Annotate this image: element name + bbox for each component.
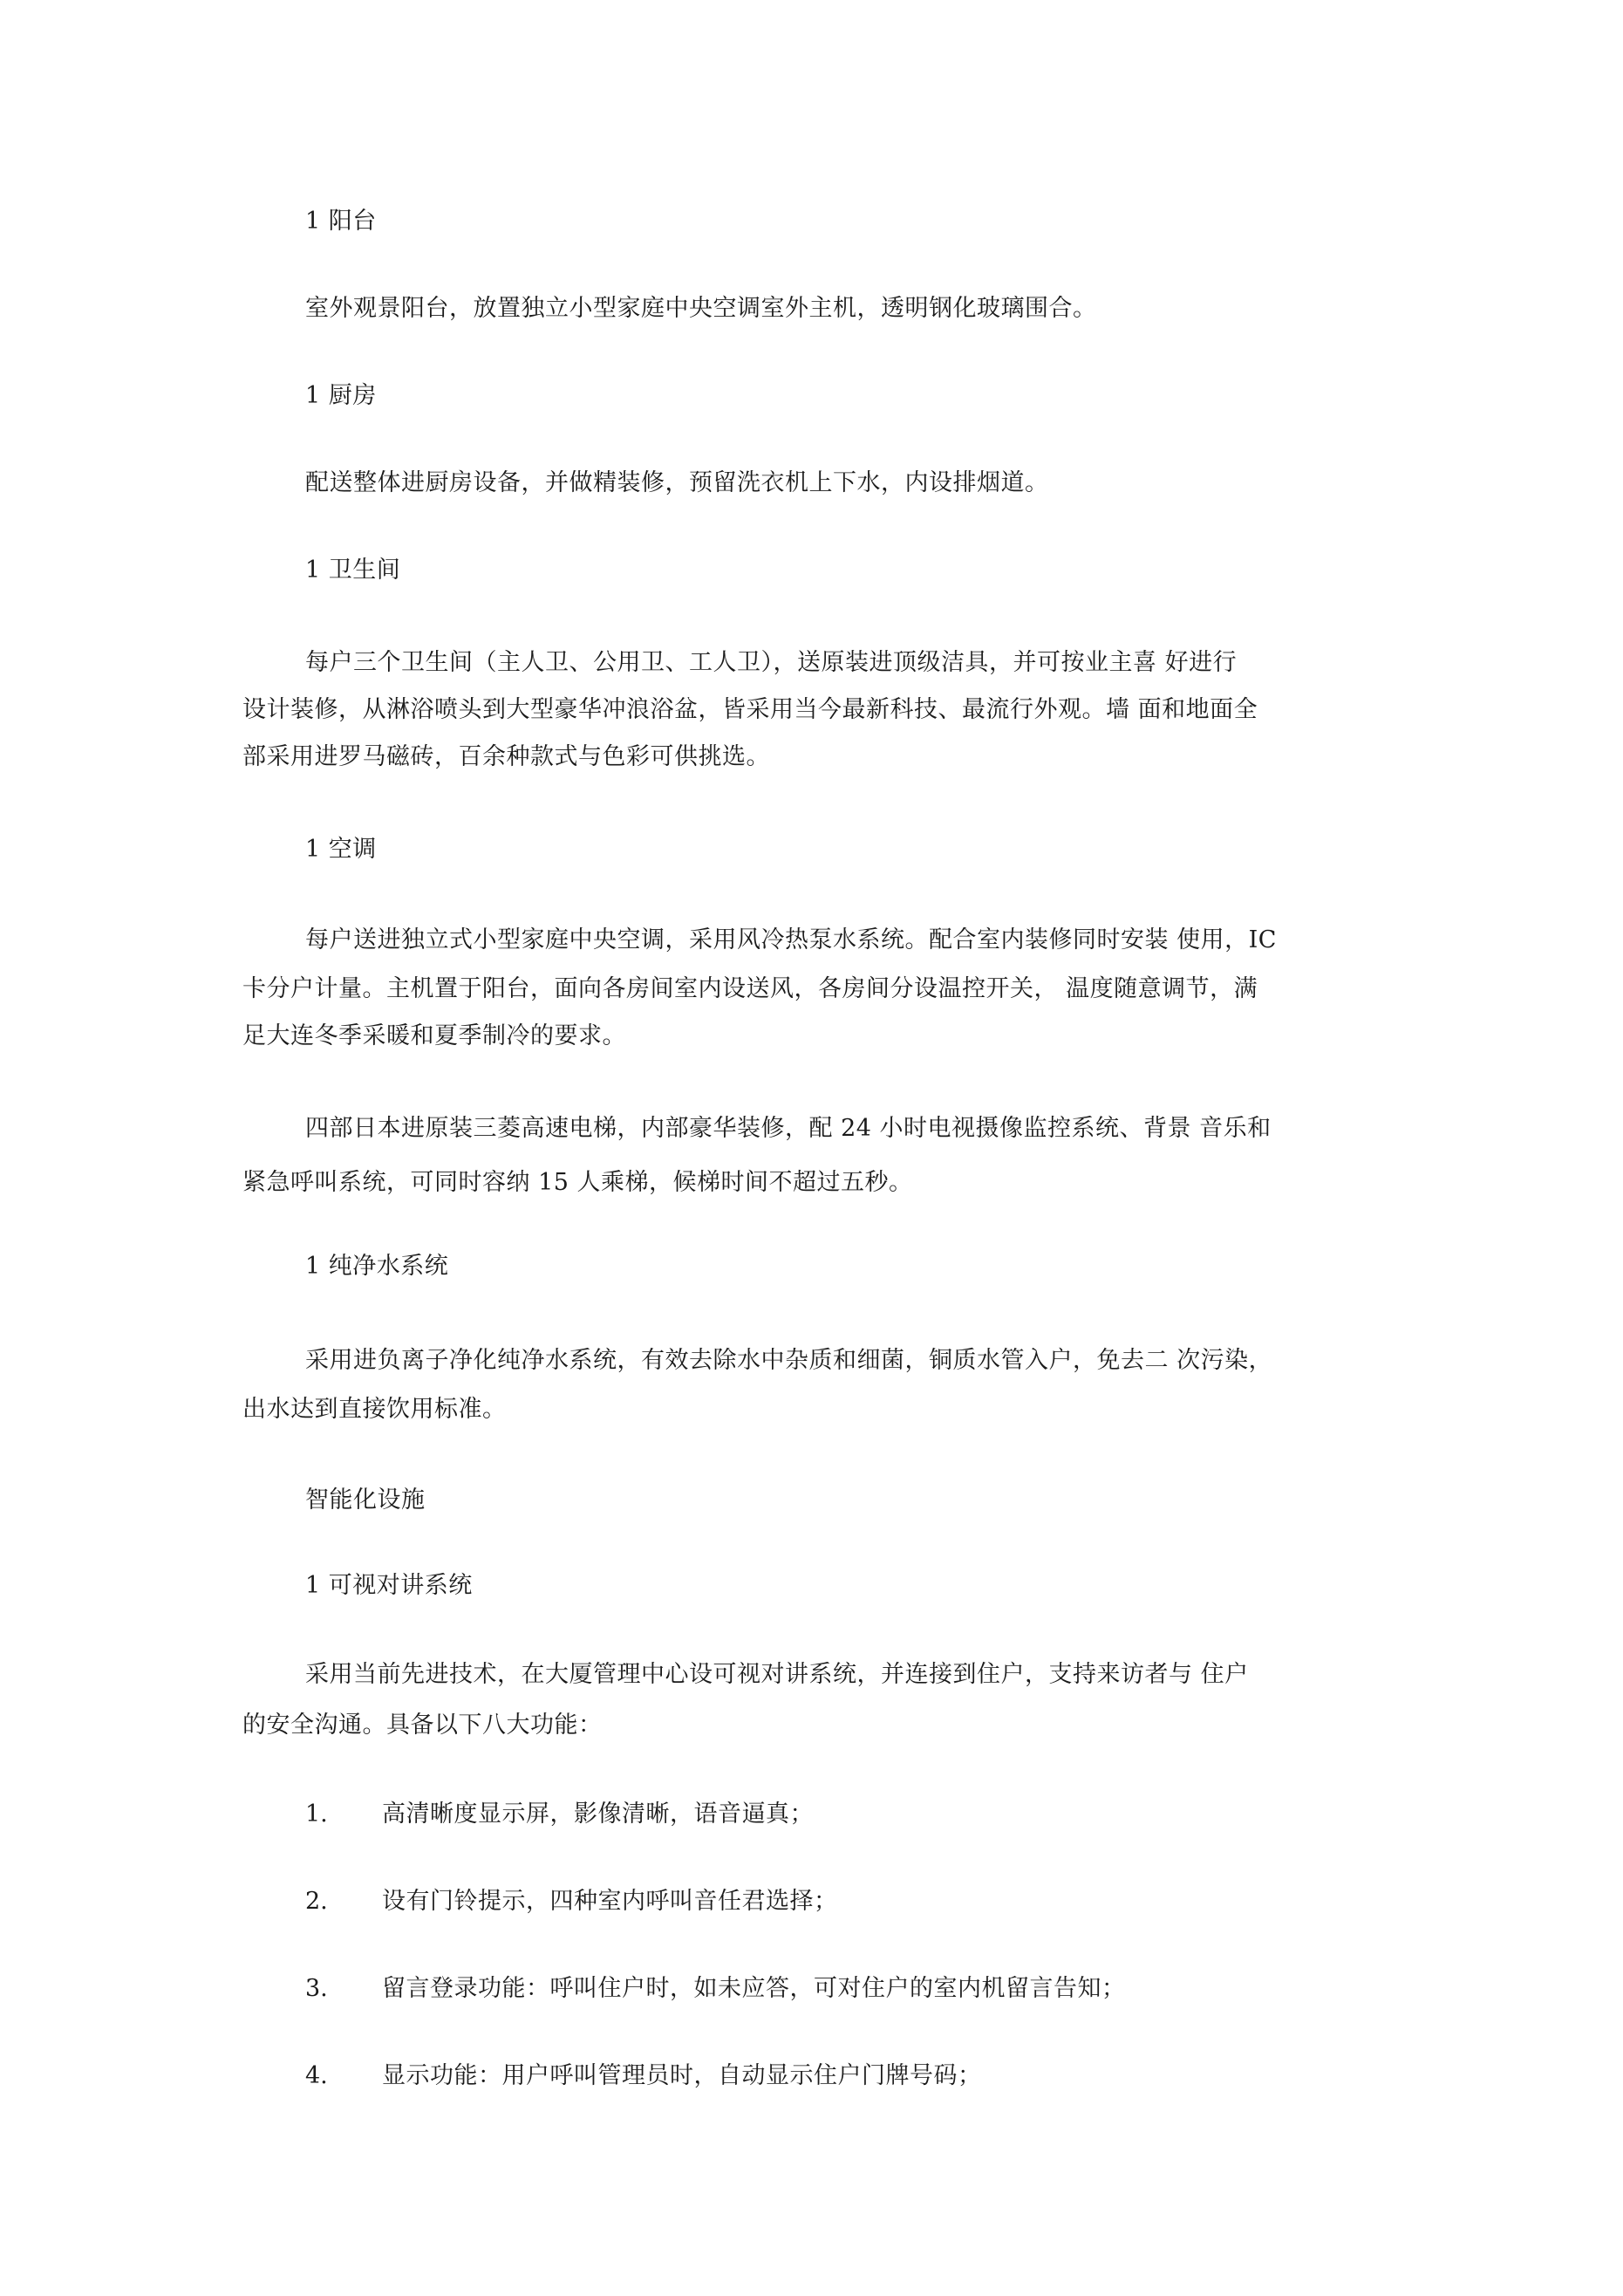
feature-text: 设有门铃提示，四种室内呼叫音任君选择； [382, 1888, 838, 1915]
water-line-1: 采用进负离子净化纯净水系统，有效去除水中杂质和细菌，铜质水管入户，免去二 次污染， [305, 1347, 1273, 1374]
balcony-text: 室外观景阳台，放置独立小型家庭中央空调室外主机，透明钢化玻璃围合。 [305, 295, 1097, 322]
feature-text: 高清晰度显示屏，影像清晰，语音逼真； [382, 1801, 814, 1828]
kitchen-heading: 1 厨房 [305, 382, 377, 409]
water-line-2: 出水达到直接饮用标准。 [242, 1396, 507, 1423]
feature-text: 留言登录功能：呼叫住户时，如未应答，可对住户的室内机留言告知； [382, 1975, 1126, 2002]
ac-line-1: 每户送进独立式小型家庭中央空调，采用风冷热泵水系统。配合室内装修同时安装 使用，IC [305, 926, 1277, 953]
feature-text: 显示功能：用户呼叫管理员时，自动显示住户门牌号码； [382, 2062, 982, 2089]
bathroom-line-1: 每户三个卫生间（主人卫、公用卫、工人卫），送原装进顶级洁具，并可按业主喜 好进行 [305, 649, 1238, 676]
kitchen-text: 配送整体进厨房设备，并做精装修，预留洗衣机上下水，内设排烟道。 [305, 469, 1049, 496]
intercom-line-1: 采用当前先进技术，在大厦管理中心设可视对讲系统，并连接到住户，支持来访者与 住户 [305, 1661, 1249, 1688]
feature-number: 1. [305, 1801, 328, 1828]
intercom-line-2: 的安全沟通。具备以下八大功能： [242, 1712, 603, 1739]
feature-number: 3. [305, 1975, 328, 2002]
feature-number: 4. [305, 2062, 328, 2089]
feature-number: 2. [305, 1888, 328, 1915]
ac-line-2: 卡分户计量。主机置于阳台，面向各房间室内设送风，各房间分设温控开关， 温度随意调节，满 [242, 975, 1258, 1002]
elevator-line-2: 紧急呼叫系统，可同时容纳 15 人乘梯，候梯时间不超过五秒。 [242, 1169, 913, 1196]
elevator-line-1: 四部日本进原装三菱高速电梯，内部豪华装修，配 24 小时电视摄像监控系统、背景 音乐和 [305, 1115, 1272, 1142]
balcony-heading: 1 阳台 [305, 208, 377, 235]
ac-line-3: 足大连冬季采暖和夏季制冷的要求。 [242, 1022, 626, 1049]
water-heading: 1 纯净水系统 [305, 1253, 449, 1280]
bathroom-line-2: 设计装修，从淋浴喷头到大型豪华冲浪浴盆，皆采用当今最新科技、最流行外观。墙 面和地面全 [242, 696, 1258, 723]
bathroom-heading: 1 卫生间 [305, 557, 401, 584]
smart-heading: 智能化设施 [305, 1486, 426, 1514]
ac-heading: 1 空调 [305, 836, 377, 863]
intercom-heading: 1 可视对讲系统 [305, 1572, 473, 1599]
bathroom-line-3: 部采用进罗马磁砖，百余种款式与色彩可供挑选。 [242, 743, 770, 770]
